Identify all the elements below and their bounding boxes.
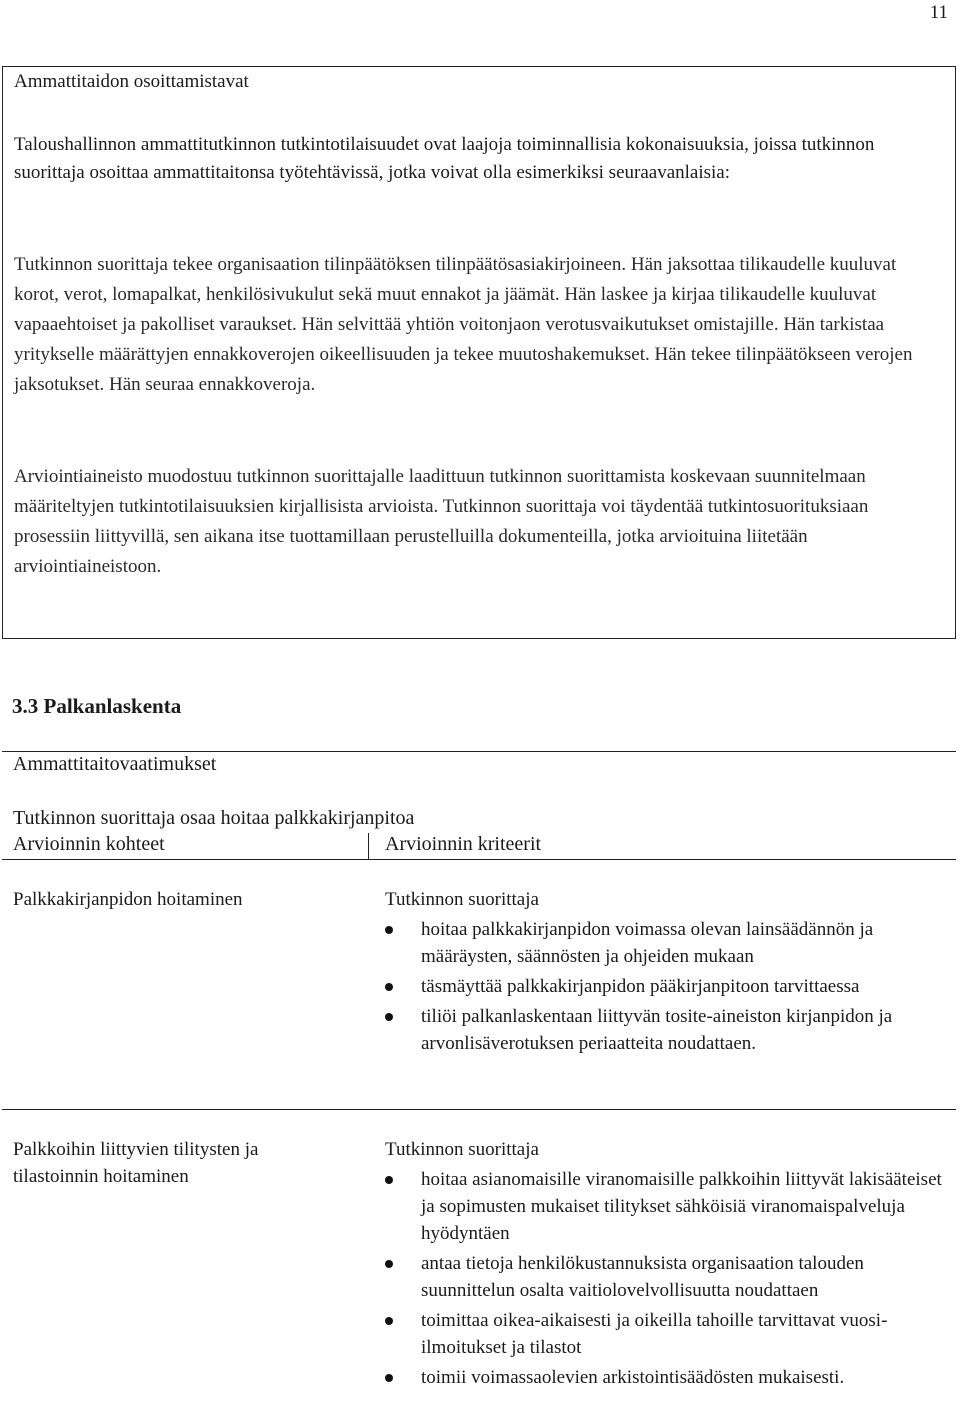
criteria-lead: Tutkinnon suorittaja bbox=[385, 1139, 539, 1160]
column-header-targets: Arvioinnin kohteet bbox=[13, 833, 165, 855]
list-item bbox=[385, 1364, 955, 1391]
bullet-icon bbox=[385, 1317, 393, 1325]
box-paragraph-1: Tutkinnon suorittaja tekee organisaation tilinpäätöksen tilinpäätösasiakirjoineen. Hän jaksottaa tilikaudelle kuuluvat korot, verot, lomapalkat, henkilösivukulut sekä muut ennakot ja jäämät. Hän laskee ja kirjaa tilikaudelle kuuluvat vapaaehtoiset ja pakolliset varaukset. Hän selvittää yhtiön voitonjaon verotusvaikutukset omistajille. Hän tarkistaa yritykselle määrättyjen ennakkoverojen oikeellisuuden ja tekee muutoshakemukset. Hän tekee tilinpäätökseen verojen jaksotukset. Hän seuraa ennakkoveroja. bbox=[14, 254, 913, 395]
list-item-text: antaa tietoja henkilökustannuksista organisaation talouden suunnittelun osalta vaitiolovelvollisuutta noudattaen bbox=[421, 1253, 864, 1301]
bullet-icon bbox=[385, 1374, 393, 1382]
section-heading: 3.3 Palkanlaskenta bbox=[12, 694, 182, 718]
list-item-text: täsmäyttää palkkakirjanpidon pääkirjanpitoon tarvittaessa bbox=[421, 976, 860, 997]
list-item bbox=[385, 1166, 955, 1247]
assessment-target: Palkkoihin liittyvien tilitysten ja tilastoinnin hoitaminen bbox=[13, 1139, 259, 1187]
column-header-criteria: Arvioinnin kriteerit bbox=[385, 833, 542, 855]
requirements-label: Ammattitaitovaatimukset bbox=[13, 753, 217, 775]
bullet-icon bbox=[385, 983, 393, 991]
skill-label: Tutkinnon suorittaja osaa hoitaa palkkakirjanpitoa bbox=[13, 807, 415, 829]
page-number: 11 bbox=[929, 2, 948, 23]
box-title: Ammattitaidon osoittamistavat bbox=[14, 71, 249, 92]
assessment-criteria bbox=[385, 1136, 955, 1391]
list-item-text: hoitaa palkkakirjanpidon voimassa olevan lainsäädännön ja määräysten, säännösten ja ohjeiden mukaan bbox=[421, 919, 874, 967]
assessment-criteria bbox=[385, 886, 955, 1057]
list-item-text: toimittaa oikea-aikaisesti ja oikeilla tahoille tarvittavat vuosi-ilmoitukset ja tilastot bbox=[421, 1310, 888, 1358]
assessment-target: Palkkakirjanpidon hoitaminen bbox=[13, 889, 243, 910]
bullet-icon bbox=[385, 926, 393, 934]
column-divider bbox=[368, 833, 369, 860]
list-item bbox=[385, 973, 955, 1000]
bullet-icon bbox=[385, 1013, 393, 1021]
box-paragraph-2: Arviointiaineisto muodostuu tutkinnon suorittajalle laadittuun tutkinnon suorittamista koskevaan suunnitelmaan määriteltyjen tutkintotilaisuuksien kirjallisista arvioista. Tutkinnon suorittaja voi täydentää tutkintosuorituksiaan prosessiin liittyvillä, sen aikana itse tuottamillaan perustelluilla dokumenteilla, jotka arvioituina liitetään arviointiaineistoon. bbox=[14, 466, 869, 577]
bullet-icon bbox=[385, 1260, 393, 1268]
demonstration-methods-box bbox=[2, 66, 956, 639]
requirements-header bbox=[2, 751, 956, 860]
list-item-text: tiliöi palkanlaskentaan liittyvän tosite-aineiston kirjanpidon ja arvonlisäverotuksen periaatteita noudattaen. bbox=[421, 1006, 893, 1054]
criteria-list bbox=[385, 916, 955, 1057]
criteria-list bbox=[385, 1166, 955, 1391]
list-item-text: hoitaa asianomaisille viranomaisille palkkoihin liittyvät lakisääteiset ja sopimusten mukaiset tilitykset sähköisiä viranomaispalveluja hyödyntäen bbox=[421, 1169, 942, 1244]
list-item bbox=[385, 1307, 955, 1361]
list-item bbox=[385, 916, 955, 970]
bullet-icon bbox=[385, 1176, 393, 1184]
list-item bbox=[385, 1003, 955, 1057]
list-item-text: toimii voimassaolevien arkistointisäädösten mukaisesti. bbox=[421, 1367, 845, 1388]
box-intro: Taloushallinnon ammattitutkinnon tutkintotilaisuudet ovat laajoja toiminnallisia kokonaisuuksia, joissa tutkinnon suorittaja osoittaa ammattitaitonsa työtehtävissä, jotka voivat olla esimerkiksi seuraavanlaisia: bbox=[14, 134, 875, 183]
list-item bbox=[385, 1250, 955, 1304]
criteria-lead: Tutkinnon suorittaja bbox=[385, 889, 539, 910]
table-row bbox=[2, 1110, 956, 1418]
table-row bbox=[2, 860, 956, 1110]
